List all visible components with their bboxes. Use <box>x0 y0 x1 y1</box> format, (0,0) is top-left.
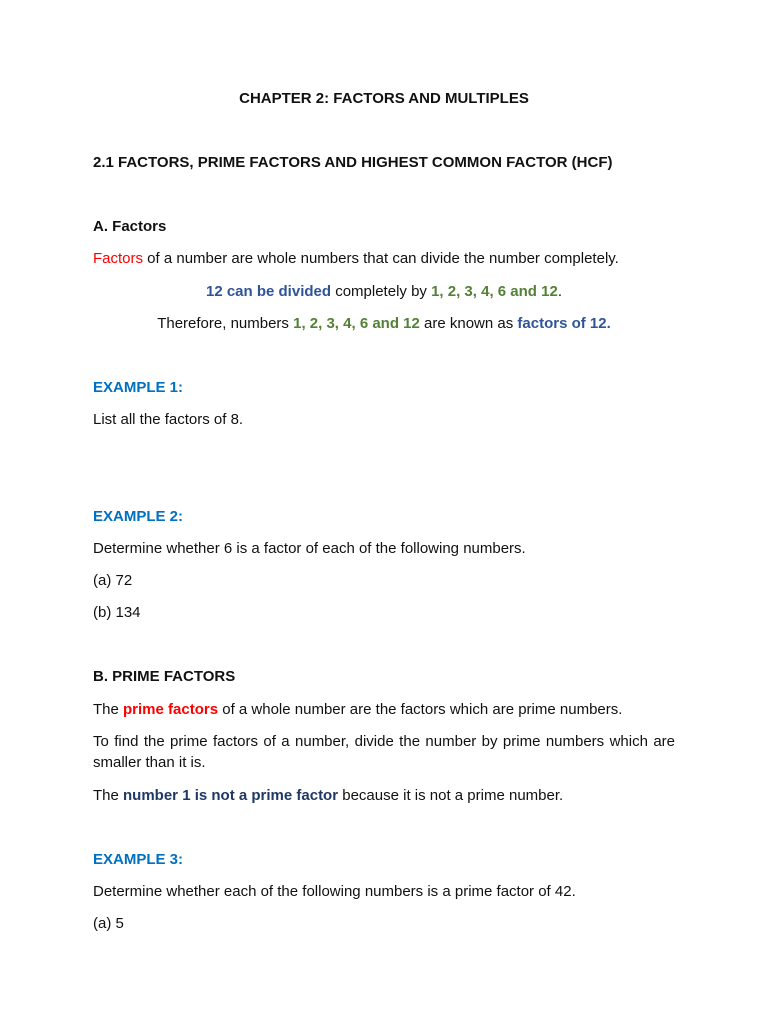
example-3-label: EXAMPLE 3: <box>93 851 184 868</box>
example-3-part-a: (a) 5 <box>93 915 124 932</box>
example-2-question: Determine whether 6 is a factor of each of the following numbers. <box>93 540 526 557</box>
prime-factors-term: prime factors <box>123 701 219 718</box>
example-2-part-b: (b) 134 <box>93 604 141 621</box>
prime-def-prefix: The <box>93 701 124 718</box>
factors-example-statement <box>93 281 675 302</box>
prime-factors-definition <box>93 699 675 720</box>
period-text: . <box>557 283 562 300</box>
factors-definition <box>93 248 675 269</box>
prime-factors-note <box>93 785 675 806</box>
example-2-part-a: (a) 72 <box>93 572 133 589</box>
example-3-question: Determine whether each of the following numbers is a prime factor of 42. <box>93 883 576 900</box>
completely-by-text: completely by <box>331 283 432 300</box>
factors-of-twelve: factors of 12. <box>517 315 611 332</box>
section-title: 2.1 FACTORS, PRIME FACTORS AND HIGHEST COMMON FACTOR (HCF) <box>93 154 613 171</box>
known-as-text: are known as <box>419 315 518 332</box>
example-2-label: EXAMPLE 2: <box>93 508 184 525</box>
prime-def-text: of a whole number are the factors which are prime numbers. <box>218 701 623 718</box>
example-1-label: EXAMPLE 1: <box>93 379 184 396</box>
therefore-text: Therefore, numbers <box>157 315 294 332</box>
chapter-title: CHAPTER 2: FACTORS AND MULTIPLES <box>239 90 529 107</box>
factors-term: Factors <box>93 250 144 267</box>
number-one-not-prime: number 1 is not a prime factor <box>123 787 339 804</box>
twelve-divided-phrase: 12 can be divided <box>205 283 332 300</box>
prime-factors-heading: B. PRIME FACTORS <box>93 668 236 685</box>
factors-conclusion <box>93 313 675 334</box>
note-text: because it is not a prime number. <box>338 787 564 804</box>
document-page <box>93 0 675 1024</box>
factors-definition-text: of a number are whole numbers that can divide the number completely. <box>143 250 619 267</box>
factor-list: 1, 2, 3, 4, 6 and 12 <box>431 283 558 300</box>
example-1-question: List all the factors of 8. <box>93 411 244 428</box>
prime-factors-method: To find the prime factors of a number, divide the number by prime numbers which are smaller than it is. <box>93 733 675 771</box>
note-prefix: The <box>93 787 124 804</box>
factors-heading: A. Factors <box>93 218 167 235</box>
conclusion-factor-list: 1, 2, 3, 4, 6 and 12 <box>293 315 420 332</box>
